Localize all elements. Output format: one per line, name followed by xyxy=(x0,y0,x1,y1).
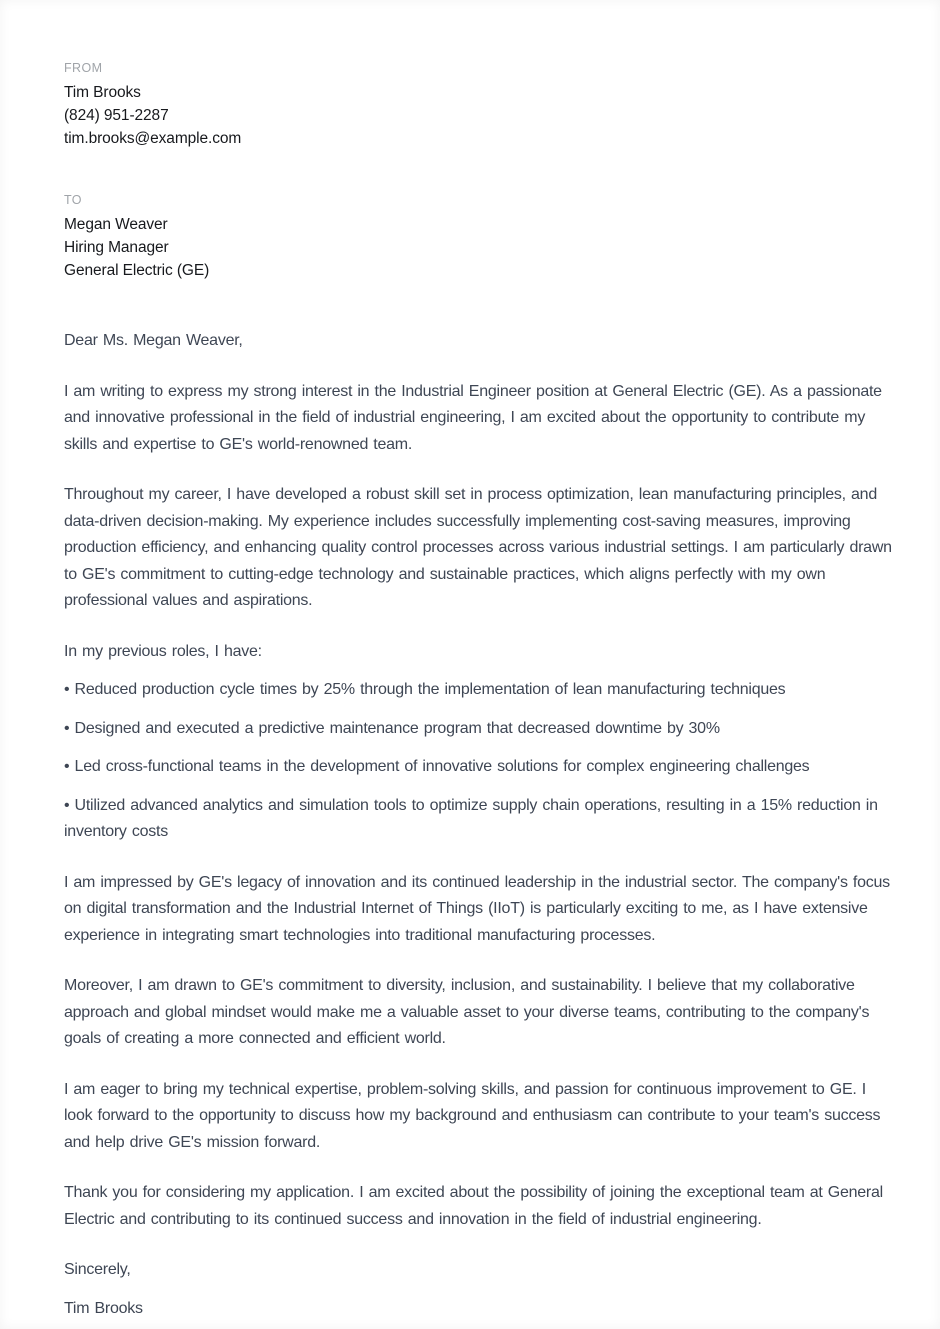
paragraph-interest: I am writing to express my strong interest in the Industrial Engineer position at General Electric (GE). As a passionate and innovative professional in the field of industrial engineering, I am excited about the opportunity to contribute my skills and expertise to GE's world-renowned team. xyxy=(64,382,882,453)
paragraph-impressed: I am impressed by GE's legacy of innovation and its continued leadership in the industrial sector. The company's focus on digital transformation and the Industrial Internet of Things (IIoT) is particularly exciting to me, as I have extensive experience in integrating smart technologies into traditional manufacturing processes. xyxy=(64,873,890,944)
paragraph-eager: I am eager to bring my technical expertise, problem-solving skills, and passion for continuous improvement to GE. I look forward to the opportunity to discuss how my background and enthusiasm can contribute to your team's success and help drive GE's mission forward. xyxy=(64,1080,881,1151)
salutation: Dear Ms. Megan Weaver, xyxy=(64,332,243,349)
bullet-item-3: • Led cross-functional teams in the development of innovative solutions for complex engineering challenges xyxy=(64,758,810,775)
recipient-name: Megan Weaver xyxy=(64,216,168,233)
bullet-item-4: • Utilized advanced analytics and simulation tools to optimize supply chain operations, resulting in a 15% reduction in inventory costs xyxy=(64,796,878,840)
signoff: Sincerely, xyxy=(64,1261,131,1278)
sender-name: Tim Brooks xyxy=(64,84,141,101)
paragraph-moreover: Moreover, I am drawn to GE's commitment to diversity, inclusion, and sustainability. I believe that my collaborative approach and global mindset would make me a valuable asset to your diverse teams, contributing to the company's goals of creating a more connected and efficient world. xyxy=(64,977,870,1047)
to-label: TO xyxy=(64,193,82,207)
paragraph-thanks: Thank you for considering my application. I am excited about the possibility of joining the exceptional team at General Electric and contributing to its continued success and innovation in the field of industrial engineering. xyxy=(64,1184,883,1228)
letter-body xyxy=(64,328,894,1322)
signature: Tim Brooks xyxy=(64,1299,143,1317)
from-label: FROM xyxy=(64,61,103,75)
paragraph-career: Throughout my career, I have developed a robust skill set in process optimization, lean manufacturing principles, and data-driven decision-making. My experience includes successfully implementing cost-saving measures, improving production efficiency, and enhancing quality control processes across various industrial settings. I am particularly drawn to GE's commitment to cutting-edge technology and sustainable practices, which aligns perfectly with my own professional values and aspirations. xyxy=(64,486,892,609)
letter-header xyxy=(64,60,894,282)
sender-email: tim.brooks@example.com xyxy=(64,130,242,147)
bullet-item-2: • Designed and executed a predictive maintenance program that decreased downtime by 30% xyxy=(64,719,720,737)
sender-phone: (824) 951-2287 xyxy=(64,107,169,124)
to-block xyxy=(64,192,894,282)
list-intro: In my previous roles, I have: xyxy=(64,642,262,660)
recipient-title: Hiring Manager xyxy=(64,239,169,256)
bullet-item-1: • Reduced production cycle times by 25% through the implementation of lean manufacturing techniques xyxy=(64,681,786,698)
recipient-company: General Electric (GE) xyxy=(64,262,210,279)
from-block xyxy=(64,60,894,150)
